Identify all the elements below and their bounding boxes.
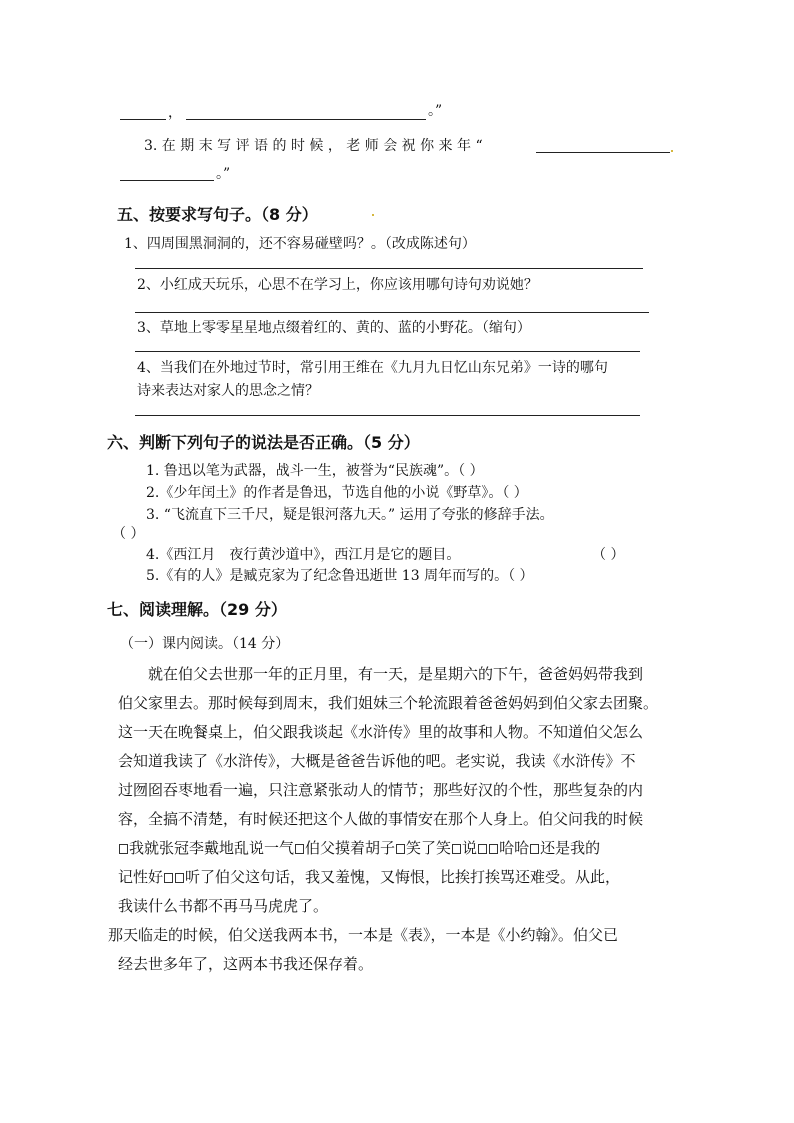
decor-dot (671, 150, 673, 152)
passage-line: 容，全搞不清楚，有时候还把这个人做的事情安在那个人身上。伯父问我的时候 (118, 810, 644, 828)
sec6-item-3-paren: （ ） (112, 526, 145, 542)
passage-line: 过囫囵吞枣地看一遍，只注意紧张动人的情节；那些好汉的个性，那些复杂的内 (118, 781, 644, 799)
section-5-title: 五、按要求写句子。（8 分） (117, 205, 318, 224)
passage-line: 经去世多年了，这两本书我还保存着。 (118, 955, 374, 973)
section-7-title: 七、阅读理解。（29 分） (107, 600, 287, 619)
punct-box[interactable] (489, 844, 498, 854)
punct-box[interactable] (452, 844, 461, 854)
sec5-item-1: 1、四周围黑洞洞的，还不容易碰壁吗？。（改成陈述句） (124, 236, 476, 252)
answer-blank[interactable] (536, 152, 670, 153)
punct-box[interactable] (164, 873, 173, 883)
sec6-item-1: 1. 鲁迅以笔为武器，战斗一生，被誉为“民族魂”。（ ） (146, 463, 484, 479)
punct-box[interactable] (530, 844, 539, 854)
sec5-item-4: 4、当我们在外地过节时，常引用王维在《九月九日忆山东兄弟》一诗的哪句 (137, 360, 608, 376)
passage-line: 我就张冠李戴地乱说一气 伯父摸着胡子 笑了笑 说 哈哈 还是我的 (118, 834, 678, 863)
sec6-item-4: 4.《西江月 夜行黄沙道中》，西江月是它的题目。 (146, 547, 461, 563)
answer-line[interactable] (135, 351, 640, 352)
passage-line: 记性好 听了伯父这句话，我又羞愧，又悔恨，比挨打挨骂还难受。从此， (118, 868, 621, 886)
passage-line: 会知道我读了《水浒传》，大概是爸爸告诉他的吧。老实说，我读《水浒传》不 (118, 752, 636, 770)
punct-box[interactable] (119, 844, 128, 854)
answer-line[interactable] (135, 312, 649, 313)
punct-box[interactable] (295, 844, 304, 854)
answer-line[interactable] (135, 268, 643, 269)
sec5-item-2: 2、小红成天玩乐，心思不在学习上，你应该用哪句诗句劝说她？ (137, 277, 538, 293)
passage-line: 我读什么书都不再马马虎虎了。 (118, 897, 329, 915)
punct-box[interactable] (175, 873, 184, 883)
answer-line[interactable] (135, 415, 640, 416)
punct-box[interactable] (478, 844, 487, 854)
sec6-item-5: 5.《有的人》是臧克家为了纪念鲁迅逝世 13 周年而写的。（ ） (146, 568, 534, 584)
passage-line: 那天临走的时候，伯父送我两本书，一本是《表》，一本是《小约翰》。伯父已 (108, 926, 619, 944)
sec5-item-3: 3、草地上零零星星地点缀着红的、黄的、蓝的小野花。（缩句） (137, 320, 531, 336)
answer-blank[interactable] (186, 119, 426, 120)
passage-line: 伯父家里去。那时候每到周末，我们姐妹三个轮流跟着爸爸妈妈到伯父家去团聚。 (118, 694, 659, 712)
sec6-item-4-paren: （ ） (592, 547, 625, 563)
sec6-item-3: 3. “飞流直下三千尺，疑是银河落九天。” 运用了夸张的修辞手法。 (146, 507, 554, 523)
reading-passage (108, 660, 678, 979)
q2-comma: ， (168, 105, 182, 121)
punct-box[interactable] (396, 844, 405, 854)
answer-blank[interactable] (120, 180, 214, 181)
decor-dot (372, 214, 374, 216)
passage-line: 这一天在晚餐桌上，伯父跟我谈起《水浒传》里的故事和人物。不知道伯父怎么 (118, 723, 644, 741)
answer-blank[interactable] (120, 119, 166, 120)
q3-end: 。” (216, 166, 231, 182)
q2-end: 。” (428, 103, 443, 119)
passage-line: 就在伯父去世那一年的正月里，有一天，是星期六的下午，爸爸妈妈带我到 (148, 665, 644, 683)
sec7-subsection: （一）课内阅读。（14 分） (120, 636, 290, 652)
section-6-title: 六、判断下列句子的说法是否正确。（5 分） (107, 433, 420, 452)
q3-text: 3. 在 期 末 写 评 语 的 时 候 ， 老 师 会 祝 你 来 年 “ (144, 138, 483, 154)
sec6-item-2: 2.《少年闰土》的作者是鲁迅，节选自他的小说《野草》。（ ） (146, 485, 528, 501)
sec5-item-4-cont: 诗来表达对家人的思念之情？ (137, 383, 319, 399)
